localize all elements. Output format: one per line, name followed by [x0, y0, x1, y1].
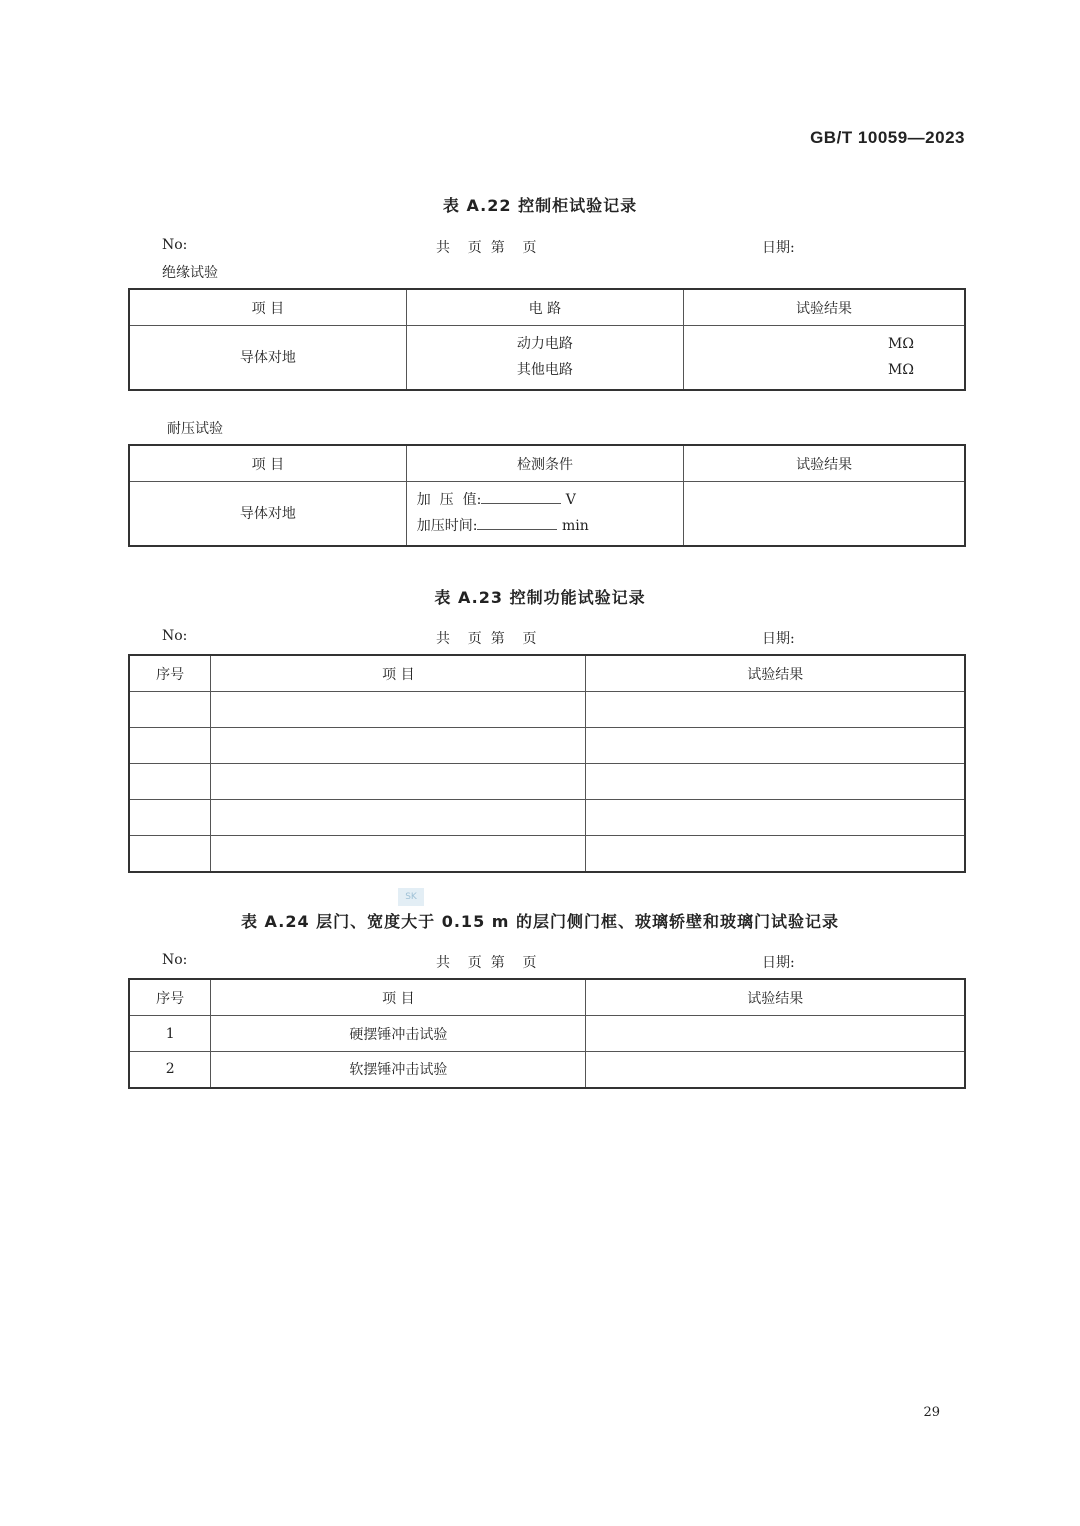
- table-header-row: [129, 289, 965, 326]
- insulation-test-table: [128, 288, 966, 391]
- result-cell: [586, 1052, 965, 1088]
- voltage-unit: V: [565, 492, 576, 509]
- table-header-row: [129, 445, 965, 482]
- circuit-other: 其他电路: [516, 362, 573, 379]
- table-a24-caption: 表 A.24 层门、宽度大于 0.15 m 的层门侧门框、玻璃轿壁和玻璃门试验记录: [240, 912, 840, 931]
- result-cell: [586, 836, 965, 872]
- seq-cell: [129, 836, 211, 872]
- circuit-cell: [406, 326, 683, 390]
- header-result: 试验结果: [586, 979, 965, 1016]
- control-function-table: [128, 654, 966, 873]
- header-item: 项 目: [211, 655, 586, 692]
- standard-number: GB/T 10059—2023: [810, 128, 965, 147]
- header-item: 项 目: [129, 445, 406, 482]
- item-cell: 导体对地: [129, 482, 406, 546]
- watermark-logo: SK: [398, 888, 424, 906]
- date-label: 日期:: [762, 955, 795, 971]
- withstand-test-title: 耐压试验: [167, 421, 223, 437]
- circuit-power: 动力电路: [516, 336, 573, 353]
- door-glass-test-table: [128, 978, 966, 1089]
- table-row: [129, 1052, 965, 1088]
- result-cell: [586, 728, 965, 764]
- result-cell: [586, 800, 965, 836]
- duration-unit: min: [561, 518, 589, 535]
- voltage-blank: [481, 489, 561, 504]
- result-cell: [684, 482, 965, 546]
- header-result: 试验结果: [684, 445, 965, 482]
- seq-cell: [129, 800, 211, 836]
- page-count-label: 共 页 第 页: [436, 955, 537, 971]
- unit-mohm-2: MΩ: [888, 362, 914, 379]
- no-label: No:: [162, 952, 188, 968]
- insulation-test-title: 绝缘试验: [162, 265, 218, 281]
- item-cell: 导体对地: [129, 326, 406, 390]
- seq-cell: [129, 728, 211, 764]
- item-cell: 硬摆锤冲击试验: [211, 1016, 586, 1052]
- item-cell: [211, 692, 586, 728]
- result-cell: [586, 692, 965, 728]
- table-row: [129, 728, 965, 764]
- date-label: 日期:: [762, 631, 795, 647]
- header-result: 试验结果: [684, 289, 965, 326]
- table-a22-caption: 表 A.22 控制柜试验记录: [442, 196, 638, 215]
- header-seq: 序号: [129, 655, 211, 692]
- table-header-row: [129, 655, 965, 692]
- page-count-label: 共 页 第 页: [436, 240, 537, 256]
- table-row: [129, 692, 965, 728]
- voltage-label: 加 压 值:: [416, 492, 482, 509]
- page-count-label: 共 页 第 页: [436, 631, 537, 647]
- item-cell: 软摆锤冲击试验: [211, 1052, 586, 1088]
- unit-mohm-1: MΩ: [888, 336, 914, 353]
- date-label: 日期:: [762, 240, 795, 256]
- table-row: [129, 800, 965, 836]
- header-circuit: 电 路: [406, 289, 683, 326]
- item-cell: [211, 836, 586, 872]
- no-label: No:: [162, 237, 188, 253]
- condition-cell: [406, 482, 683, 546]
- no-label: No:: [162, 628, 188, 644]
- item-cell: [211, 764, 586, 800]
- duration-label: 加压时间:: [416, 518, 478, 535]
- table-row: [129, 836, 965, 872]
- duration-blank: [477, 515, 557, 530]
- item-cell: [211, 728, 586, 764]
- seq-cell: [129, 764, 211, 800]
- header-item: 项 目: [211, 979, 586, 1016]
- header-item: 项 目: [129, 289, 406, 326]
- page-number: 29: [923, 1405, 940, 1420]
- seq-cell: 1: [129, 1016, 211, 1052]
- table-row: [129, 326, 965, 390]
- withstand-test-table: [128, 444, 966, 547]
- result-cell: [586, 1016, 965, 1052]
- table-row: [129, 482, 965, 546]
- table-header-row: [129, 979, 965, 1016]
- result-cell: [684, 326, 965, 390]
- table-row: [129, 764, 965, 800]
- seq-cell: 2: [129, 1052, 211, 1088]
- table-a23-caption: 表 A.23 控制功能试验记录: [434, 588, 646, 607]
- item-cell: [211, 800, 586, 836]
- header-result: 试验结果: [586, 655, 965, 692]
- header-condition: 检测条件: [406, 445, 683, 482]
- seq-cell: [129, 692, 211, 728]
- header-seq: 序号: [129, 979, 211, 1016]
- result-cell: [586, 764, 965, 800]
- table-row: [129, 1016, 965, 1052]
